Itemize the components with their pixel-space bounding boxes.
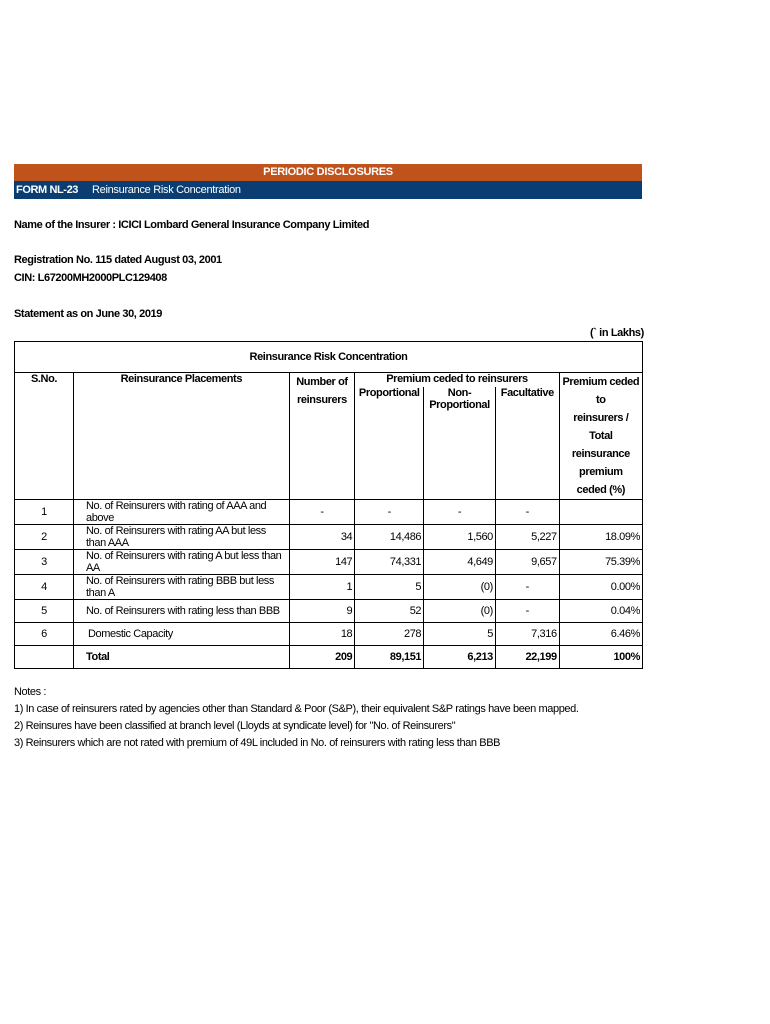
header-sno: S.No. [15, 373, 74, 500]
cell-facultative: - [495, 500, 559, 525]
cell-non-proportional: 4,649 [424, 550, 496, 575]
cell-number: 9 [289, 600, 355, 623]
cell-facultative: 7,316 [495, 623, 559, 646]
insurer-name: Name of the Insurer : ICICI Lombard General Insurance Company Limited [14, 219, 370, 231]
table-row [15, 575, 643, 600]
cell-non-proportional: (0) [424, 575, 496, 600]
cell-facultative: 9,657 [495, 550, 559, 575]
total-proportional: 89,151 [355, 646, 424, 669]
cell-percentage [559, 500, 642, 525]
total-percentage: 100% [559, 646, 642, 669]
cell-facultative: - [495, 600, 559, 623]
cell-description: No. of Reinsurers with rating less than BBB [74, 600, 290, 623]
total-facultative: 22,199 [495, 646, 559, 669]
cell-number: 34 [289, 525, 355, 550]
periodic-disclosures-band [14, 164, 642, 181]
cell-number: 147 [289, 550, 355, 575]
cell-description: No. of Reinsurers with rating A but less than AA [74, 550, 290, 575]
total-non-proportional: 6,213 [424, 646, 496, 669]
total-label: Total [74, 646, 290, 669]
table-row [15, 525, 643, 550]
cell-description: No. of Reinsurers with rating BBB but less than A [74, 575, 290, 600]
note-item: 3) Reinsurers which are not rated with premium of 49L included in No. of reinsurers with rating less than BBB [14, 737, 501, 749]
header-number-line1: Number of [296, 376, 348, 388]
cell-number: - [289, 500, 355, 525]
notes-section [14, 684, 579, 752]
cell-proportional: 5 [355, 575, 424, 600]
cell-sno: 4 [15, 575, 74, 600]
cell-percentage: 0.04% [559, 600, 642, 623]
cell-description: Domestic Capacity [74, 623, 290, 646]
cell-description: No. of Reinsurers with rating AA but less than AAA [74, 525, 290, 550]
cell-number: 1 [289, 575, 355, 600]
header-placements: Reinsurance Placements [74, 373, 290, 500]
statement-date: Statement as on June 30, 2019 [14, 308, 162, 320]
cell-non-proportional: - [424, 500, 496, 525]
cell-sno: 3 [15, 550, 74, 575]
cell-percentage: 6.46% [559, 623, 642, 646]
header-pct-line2: reinsurers / Total [573, 412, 629, 442]
cell-non-proportional: 5 [424, 623, 496, 646]
table-title-row [15, 342, 643, 373]
table-title: Reinsurance Risk Concentration [15, 342, 643, 373]
cell-facultative: 5,227 [495, 525, 559, 550]
cell-percentage: 75.39% [559, 550, 642, 575]
cell-proportional: 74,331 [355, 550, 424, 575]
header-non-proportional: Non-Proportional [424, 387, 496, 500]
header-pct-line4: ceded (%) [576, 484, 626, 496]
notes-heading: Notes : [14, 686, 47, 698]
cell-number: 18 [289, 623, 355, 646]
table-row [15, 623, 643, 646]
cell-empty [15, 646, 74, 669]
cell-facultative: - [495, 575, 559, 600]
header-facultative: Facultative [495, 387, 559, 500]
cell-percentage: 0.00% [559, 575, 642, 600]
cell-percentage: 18.09% [559, 525, 642, 550]
header-number-of-reinsurers [289, 373, 355, 500]
unit-label: (` in Lakhs) [590, 327, 644, 339]
header-premium-ceded: Premium ceded to reinsurers [355, 373, 559, 388]
form-band [14, 181, 642, 199]
header-number-line2: reinsurers [297, 394, 347, 406]
form-number: FORM NL-23 [16, 184, 79, 196]
table-row [15, 500, 643, 525]
note-item: 2) Reinsures have been classified at branch level (Lloyds at syndicate level) for "No. of Reinsurers" [14, 720, 456, 732]
table-row [15, 600, 643, 623]
cell-description: No. of Reinsurers with rating of AAA and above [74, 500, 290, 525]
header-proportional: Proportional [355, 387, 424, 500]
header-percentage [559, 373, 642, 500]
cell-sno: 5 [15, 600, 74, 623]
cell-proportional: 52 [355, 600, 424, 623]
cell-non-proportional: 1,560 [424, 525, 496, 550]
reinsurance-table [14, 341, 643, 669]
total-number: 209 [289, 646, 355, 669]
cell-proportional: 14,486 [355, 525, 424, 550]
total-row [15, 646, 643, 669]
table-row [15, 550, 643, 575]
cell-sno: 6 [15, 623, 74, 646]
cell-proportional: 278 [355, 623, 424, 646]
band-title: PERIODIC DISCLOSURES [263, 166, 393, 178]
cell-sno: 1 [15, 500, 74, 525]
cell-non-proportional: (0) [424, 600, 496, 623]
form-name: Reinsurance Risk Concentration [92, 184, 241, 196]
cell-sno: 2 [15, 525, 74, 550]
cin-number: CIN: L67200MH2000PLC129408 [14, 272, 167, 284]
cell-proportional: - [355, 500, 424, 525]
note-item: 1) In case of reinsurers rated by agencies other than Standard & Poor (S&P), their equivalent S&P ratings have been mapped. [14, 703, 579, 715]
header-pct-line1: Premium ceded to [562, 376, 640, 406]
registration-number: Registration No. 115 dated August 03, 2001 [14, 254, 222, 266]
header-row [15, 373, 643, 388]
header-pct-line3: reinsurance premium [571, 448, 630, 478]
